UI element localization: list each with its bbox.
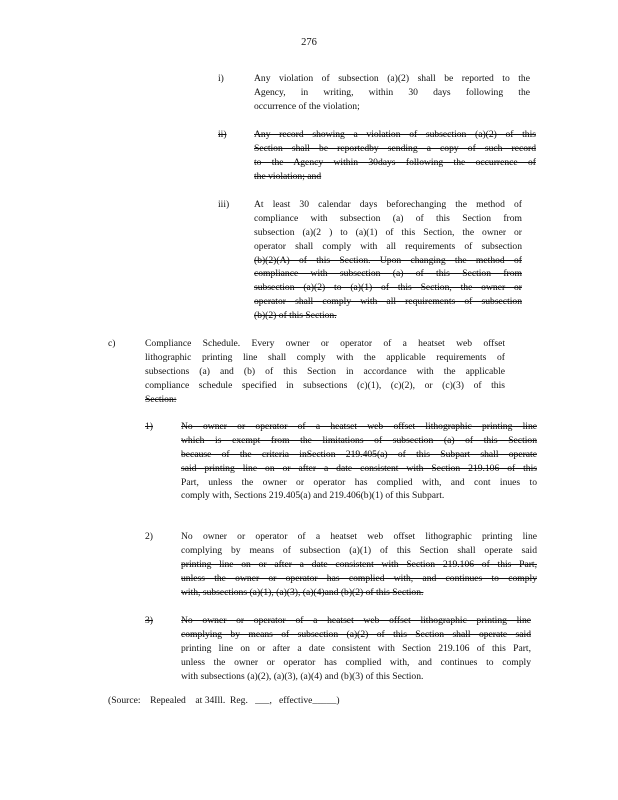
text-line: unless the owner or operator has complied with, and continues to comply: [181, 656, 531, 668]
item-1-text: [181, 420, 537, 503]
source-note: (Source: Repealed at 34Ill. Reg. ___, effective_____): [108, 695, 340, 706]
text-line: At least 30 calendar days beforechanging the method of: [254, 199, 522, 210]
item-iii-text: [254, 198, 522, 323]
item-ii-text: [254, 128, 536, 184]
text-line: occurrence of the violation;: [254, 100, 360, 112]
text-line: said printing line on or after a date consistent with Section 219.106 of this: [181, 462, 537, 474]
text-line: compliance with subsection (a) of this Section from: [254, 212, 522, 224]
text-line: compliance with subsection (a) of this Section from: [254, 268, 522, 280]
text-line: operator shall comply with all requirements of subsection: [254, 240, 522, 252]
text-line: Any record showing a violation of subsection (a)(2) of this: [254, 129, 536, 140]
text-line: lithographic printing line shall comply with the applicable requirements of: [145, 351, 505, 363]
item-1-label: 1): [145, 421, 153, 432]
text-line: printing line on or after a date consistent with Section 219.106 of this Part,: [181, 558, 537, 570]
item-i-label: i): [218, 73, 224, 84]
text-line: No owner or operator of a heatset web offset lithographic printing line: [181, 421, 537, 432]
text-line: Section shall be reportedby sending a copy of such record: [254, 142, 536, 154]
text-line: operator shall comply with all requirements of subsection: [254, 296, 522, 308]
text-line: subsection (a)(2 ) to (a)(1) of this Section, the owner or: [254, 226, 522, 238]
text-line: to the Agency within 30days following the occurrence of: [254, 156, 536, 168]
text-line: compliance schedule specified in subsections (c)(1), (c)(2), or (c)(3) of this: [145, 379, 505, 391]
text-line: Compliance Schedule. Every owner or operator of a heatset web offset: [145, 338, 505, 349]
text-line: (b)(2) of this Section.: [254, 310, 337, 322]
section-c-label: c): [108, 338, 116, 349]
text-line: Part, unless the owner or operator has complied with, and cont inues to: [181, 476, 537, 488]
section-c-text: [145, 337, 505, 406]
text-line: Any violation of subsection (a)(2) shall be reported to the: [254, 73, 530, 84]
item-3-text: [181, 614, 531, 683]
text-line: complying by means of subsection (a)(2) of this Section shall operate said: [181, 628, 531, 640]
text-line: because of the criteria inSection 219.405(a) of this Subpart shall operate: [181, 448, 537, 460]
item-i-text: [254, 72, 530, 114]
text-line: unless the owner or operator has complied with, and continues to comply: [181, 572, 537, 584]
text-line: which is exempt from the limitations of subsection (a) of this Section: [181, 434, 537, 446]
text-line: Agency, in writing, within 30 days following the: [254, 86, 530, 98]
text-line: (b)(2)(A) of this Section. Upon changing the method of: [254, 254, 522, 266]
text-line: with, subsections (a)(1), (a)(3), (a)(4)and (b)(2) of this Section.: [181, 586, 424, 598]
text-line: No owner or operator of a heatset web offset lithographic printing line: [181, 531, 537, 542]
item-iii-label: iii): [218, 199, 230, 210]
text-line: No owner or operator of a heatset web offset lithographic printing line: [181, 615, 531, 626]
item-3-label: 3): [145, 615, 153, 626]
text-line: with subsections (a)(2), (a)(3), (a)(4) and (b)(3) of this Section.: [181, 670, 424, 682]
text-line: subsection (a)(2) to (a)(1) of this Section, the owner or: [254, 282, 522, 294]
item-2-label: 2): [145, 531, 153, 542]
text-line: the violation; and: [254, 170, 322, 182]
item-2-text: [181, 530, 537, 599]
item-ii-label: ii): [218, 129, 227, 140]
text-line: Section:: [145, 393, 177, 405]
text-line: complying by means of subsection (a)(1) of this Section shall operate said: [181, 544, 537, 556]
text-line: comply with, Sections 219.405(a) and 219.406(b)(1) of this Subpart.: [181, 490, 445, 502]
text-line: subsections (a) and (b) of this Section in accordance with the applicable: [145, 365, 505, 377]
text-line: printing line on or after a date consistent with Section 219.106 of this Part,: [181, 642, 531, 654]
page-number: 276: [301, 37, 317, 48]
